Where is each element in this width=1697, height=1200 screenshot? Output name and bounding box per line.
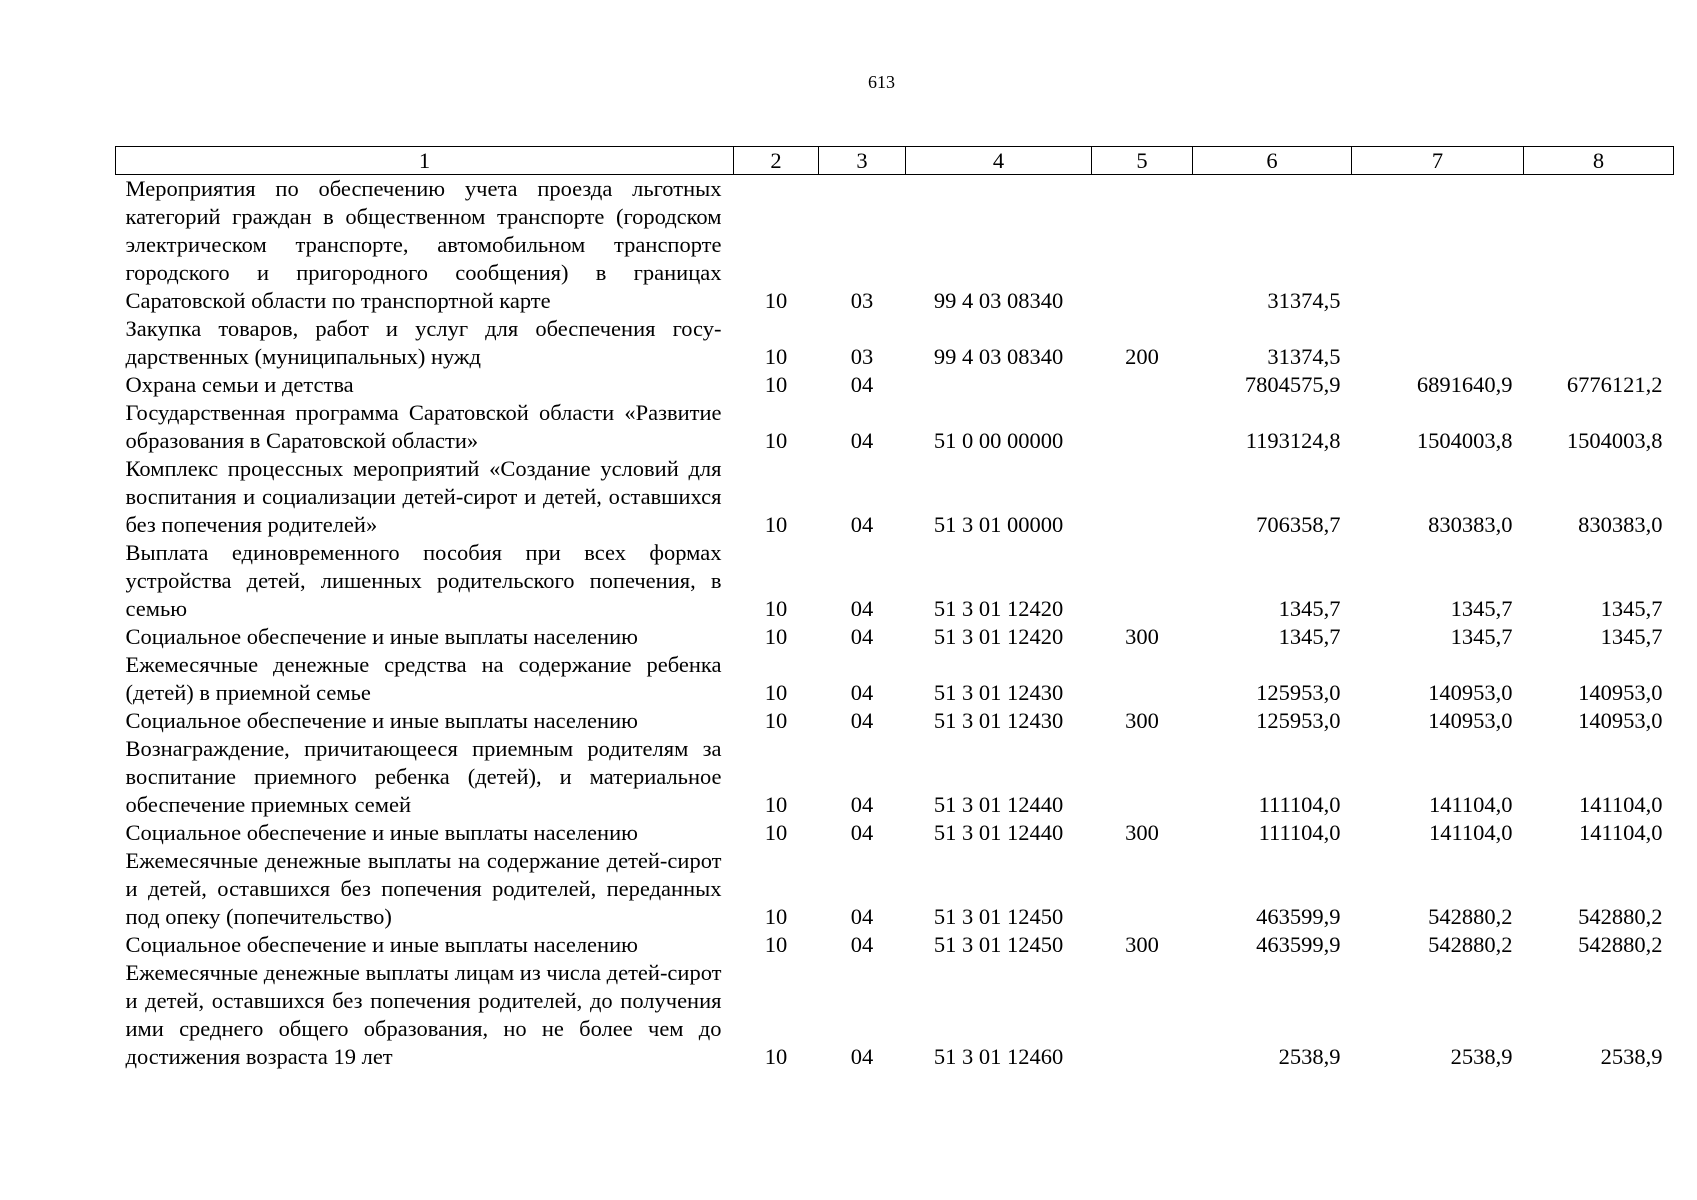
table-row bbox=[116, 847, 1674, 931]
row-subsection: 04 bbox=[850, 708, 874, 733]
row-target-code: 51 3 01 12430 bbox=[933, 708, 1064, 733]
table-row bbox=[116, 931, 1674, 959]
row-target-code: 51 3 01 12430 bbox=[933, 680, 1064, 705]
table-row bbox=[116, 399, 1674, 455]
row-amount-col6: 31374,5 bbox=[1267, 288, 1341, 313]
header-cell-4: 4 bbox=[906, 147, 1092, 175]
row-expense-type: 300 bbox=[1125, 624, 1159, 649]
row-amount-col6: 1345,7 bbox=[1278, 596, 1341, 621]
table-row bbox=[116, 735, 1674, 819]
row-amount-col8: 140953,0 bbox=[1578, 680, 1663, 705]
row-subsection: 04 bbox=[850, 792, 874, 817]
table-row bbox=[116, 175, 1674, 316]
row-amount-col7 bbox=[1352, 175, 1524, 316]
row-target-code: 51 3 01 12420 bbox=[933, 596, 1064, 621]
row-amount-col6: 706358,7 bbox=[1256, 512, 1341, 537]
table-row bbox=[116, 623, 1674, 651]
row-section: 10 bbox=[764, 904, 788, 929]
row-subsection: 03 bbox=[850, 288, 874, 313]
row-amount-col6: 463599,9 bbox=[1256, 904, 1341, 929]
row-subsection: 04 bbox=[850, 512, 874, 537]
row-target-code: 51 3 01 12460 bbox=[933, 1044, 1064, 1069]
row-name: Ежемесячные денежные выплаты на содержание детей-сирот и детей, оставшихся без попечения родителей, переданных под опеку (попечительство) bbox=[125, 848, 722, 929]
row-target-code: 51 3 01 12440 bbox=[933, 792, 1064, 817]
row-section: 10 bbox=[764, 1044, 788, 1069]
row-name: Ежемесячные денежные выплаты лицам из числа детей-сирот и детей, оставшихся без попечения родителей, до получения ими среднего общего образования, но не более чем до достижения возраста 19 лет bbox=[125, 960, 722, 1069]
table-header bbox=[116, 147, 1674, 175]
row-amount-col8: 6776121,2 bbox=[1566, 372, 1663, 397]
row-target-code: 51 3 01 12450 bbox=[933, 932, 1064, 957]
row-subsection: 04 bbox=[850, 904, 874, 929]
row-amount-col8: 830383,0 bbox=[1578, 512, 1663, 537]
row-subsection: 04 bbox=[850, 428, 874, 453]
row-amount-col6: 2538,9 bbox=[1278, 1044, 1341, 1069]
row-amount-col7: 830383,0 bbox=[1428, 512, 1513, 537]
row-amount-col7: 542880,2 bbox=[1428, 932, 1513, 957]
page-number: 613 bbox=[868, 72, 895, 92]
row-target-code: 51 3 01 12450 bbox=[933, 904, 1064, 929]
header-cell-7: 7 bbox=[1352, 147, 1524, 175]
table-row bbox=[116, 455, 1674, 539]
table-row bbox=[116, 651, 1674, 707]
row-expense-type: 300 bbox=[1125, 820, 1159, 845]
row-amount-col7: 141104,0 bbox=[1428, 820, 1513, 845]
row-subsection: 04 bbox=[850, 932, 874, 957]
row-amount-col8: 1345,7 bbox=[1600, 624, 1663, 649]
row-subsection: 04 bbox=[850, 680, 874, 705]
row-section: 10 bbox=[764, 288, 788, 313]
row-name: Мероприятия по обеспечению учета проезда льготных категорий граждан в общественном транспорте (городском электрическом транспорте, автомобильном транспорте городского и пригородного сообщения) в границах Саратовской области по транспортной карте bbox=[125, 176, 722, 313]
row-target-code: 51 3 01 12420 bbox=[933, 624, 1064, 649]
table-row bbox=[116, 819, 1674, 847]
row-amount-col6: 125953,0 bbox=[1256, 680, 1341, 705]
row-subsection: 04 bbox=[850, 1044, 874, 1069]
row-subsection: 04 bbox=[850, 624, 874, 649]
row-subsection: 04 bbox=[850, 820, 874, 845]
table-row bbox=[116, 315, 1674, 371]
row-expense-type bbox=[1092, 371, 1193, 399]
row-expense-type: 200 bbox=[1125, 344, 1159, 369]
row-amount-col6: 7804575,9 bbox=[1244, 372, 1341, 397]
table-row bbox=[116, 707, 1674, 735]
row-target-code bbox=[906, 371, 1092, 399]
row-section: 10 bbox=[764, 792, 788, 817]
row-amount-col8: 140953,0 bbox=[1578, 708, 1663, 733]
row-amount-col8: 1345,7 bbox=[1600, 596, 1663, 621]
row-amount-col6: 1345,7 bbox=[1278, 624, 1341, 649]
row-amount-col8: 141104,0 bbox=[1578, 792, 1663, 817]
row-target-code: 51 0 00 00000 bbox=[933, 428, 1064, 453]
row-amount-col8 bbox=[1524, 315, 1674, 371]
row-section: 10 bbox=[764, 372, 788, 397]
row-amount-col7: 141104,0 bbox=[1428, 792, 1513, 817]
row-name: Выплата единовременного пособия при всех формах устройства детей, лишенных родительского попечения, в семью bbox=[125, 540, 722, 621]
budget-table bbox=[115, 146, 1674, 1071]
row-amount-col7: 1345,7 bbox=[1450, 624, 1513, 649]
row-amount-col7: 542880,2 bbox=[1428, 904, 1513, 929]
header-cell-8: 8 bbox=[1524, 147, 1674, 175]
row-target-code: 99 4 03 08340 bbox=[933, 344, 1064, 369]
row-expense-type: 300 bbox=[1125, 708, 1159, 733]
row-amount-col8: 1504003,8 bbox=[1566, 428, 1663, 453]
row-expense-type bbox=[1092, 959, 1193, 1071]
row-section: 10 bbox=[764, 708, 788, 733]
row-target-code: 99 4 03 08340 bbox=[933, 288, 1064, 313]
row-section: 10 bbox=[764, 680, 788, 705]
row-section: 10 bbox=[764, 512, 788, 537]
row-name: Вознаграждение, причитающееся приемным родителям за воспитание приемного ребенка (детей), и материальное обеспечение приемных семей bbox=[125, 736, 722, 817]
row-expense-type: 300 bbox=[1125, 932, 1159, 957]
row-name: Государственная программа Саратовской области «Развитие образования в Саратовской области» bbox=[125, 400, 722, 453]
row-section: 10 bbox=[764, 344, 788, 369]
row-expense-type bbox=[1092, 455, 1193, 539]
row-amount-col7: 1345,7 bbox=[1450, 596, 1513, 621]
header-cell-5: 5 bbox=[1092, 147, 1193, 175]
row-name: Социальное обеспечение и иные выплаты населению bbox=[125, 932, 638, 957]
row-expense-type bbox=[1092, 175, 1193, 316]
row-name: Закупка товаров, работ и услуг для обеспечения государственных (муниципальных) нужд bbox=[125, 316, 722, 369]
row-name: Комплекс процессных мероприятий «Создание условий для воспитания и социализации детей-сирот и детей, оставшихся без попечения родителей» bbox=[125, 456, 722, 537]
row-expense-type bbox=[1092, 399, 1193, 455]
row-amount-col7 bbox=[1352, 315, 1524, 371]
row-amount-col8 bbox=[1524, 175, 1674, 316]
row-target-code: 51 3 01 00000 bbox=[933, 512, 1064, 537]
row-amount-col8: 542880,2 bbox=[1578, 932, 1663, 957]
row-expense-type bbox=[1092, 735, 1193, 819]
header-cell-3: 3 bbox=[819, 147, 906, 175]
row-section: 10 bbox=[764, 624, 788, 649]
row-expense-type bbox=[1092, 539, 1193, 623]
row-section: 10 bbox=[764, 596, 788, 621]
row-amount-col7: 140953,0 bbox=[1428, 708, 1513, 733]
row-amount-col6: 125953,0 bbox=[1256, 708, 1341, 733]
row-name: Ежемесячные денежные средства на содержание ребенка (детей) в приемной семье bbox=[125, 652, 722, 705]
header-row bbox=[116, 147, 1674, 175]
header-cell-2: 2 bbox=[734, 147, 819, 175]
row-amount-col6: 463599,9 bbox=[1256, 932, 1341, 957]
row-amount-col7: 6891640,9 bbox=[1416, 372, 1513, 397]
row-amount-col6: 1193124,8 bbox=[1245, 428, 1341, 453]
row-section: 10 bbox=[764, 820, 788, 845]
row-name: Социальное обеспечение и иные выплаты населению bbox=[125, 624, 638, 649]
row-amount-col8: 141104,0 bbox=[1578, 820, 1663, 845]
row-name: Охрана семьи и детства bbox=[125, 372, 354, 397]
row-amount-col7: 1504003,8 bbox=[1416, 428, 1513, 453]
table-row bbox=[116, 539, 1674, 623]
row-amount-col6: 111104,0 bbox=[1258, 820, 1341, 845]
row-target-code: 51 3 01 12440 bbox=[933, 820, 1064, 845]
row-section: 10 bbox=[764, 932, 788, 957]
row-amount-col6: 31374,5 bbox=[1267, 344, 1341, 369]
row-section: 10 bbox=[764, 428, 788, 453]
header-cell-6: 6 bbox=[1193, 147, 1352, 175]
row-amount-col8: 542880,2 bbox=[1578, 904, 1663, 929]
row-name: Социальное обеспечение и иные выплаты населению bbox=[125, 708, 638, 733]
row-subsection: 03 bbox=[850, 344, 874, 369]
row-amount-col7: 2538,9 bbox=[1450, 1044, 1513, 1069]
row-subsection: 04 bbox=[850, 596, 874, 621]
table-row bbox=[116, 371, 1674, 399]
table-body bbox=[116, 175, 1674, 1072]
row-expense-type bbox=[1092, 847, 1193, 931]
row-subsection: 04 bbox=[850, 372, 874, 397]
table-row bbox=[116, 959, 1674, 1071]
row-amount-col8: 2538,9 bbox=[1600, 1044, 1663, 1069]
header-cell-1: 1 bbox=[116, 147, 734, 175]
row-expense-type bbox=[1092, 651, 1193, 707]
row-name: Социальное обеспечение и иные выплаты населению bbox=[125, 820, 638, 845]
row-amount-col7: 140953,0 bbox=[1428, 680, 1513, 705]
row-amount-col6: 111104,0 bbox=[1258, 792, 1341, 817]
